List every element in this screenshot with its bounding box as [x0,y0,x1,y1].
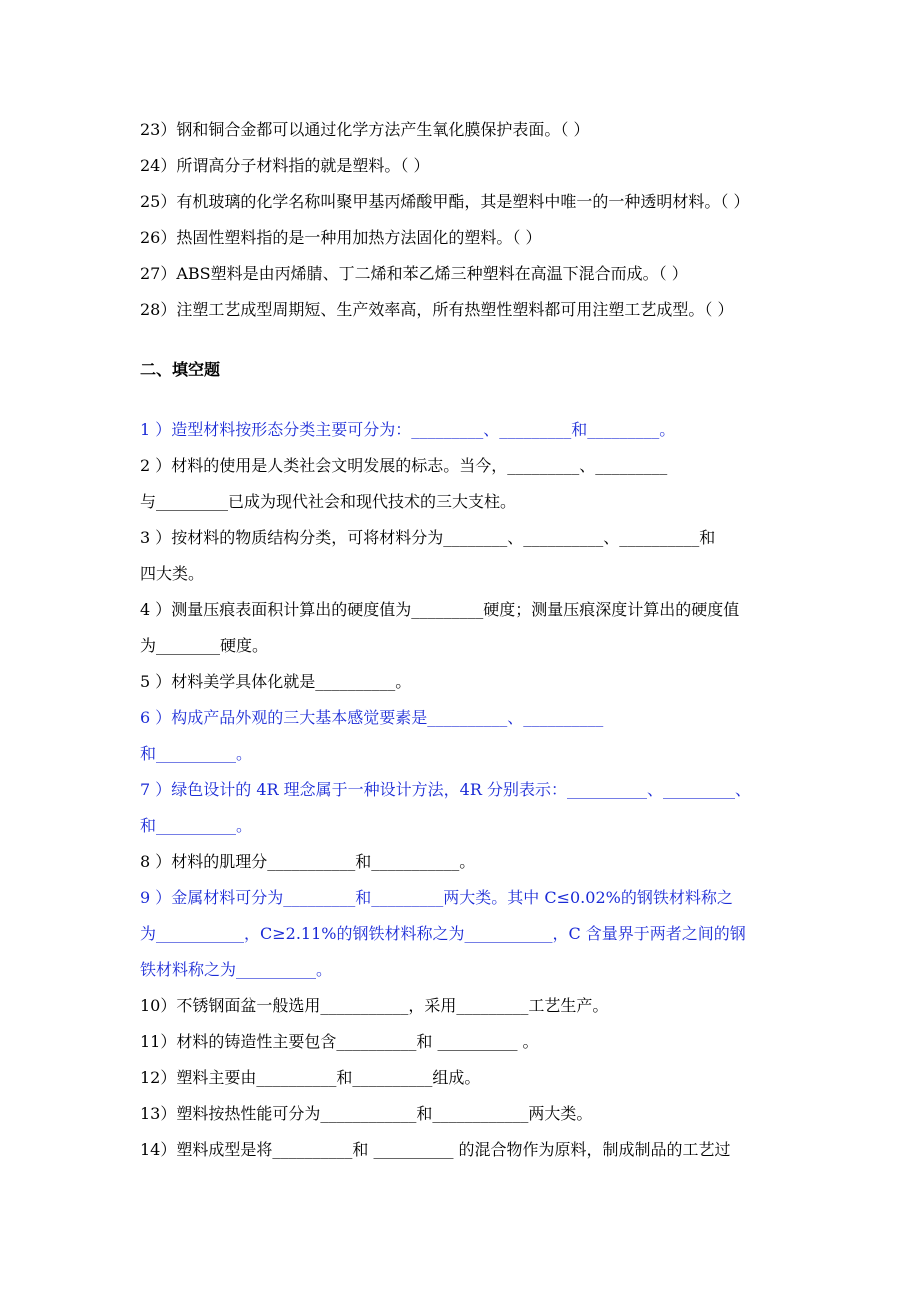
question-line: 10）不锈钢面盆一般选用___________，采用_________工艺生产。 [140,996,609,1015]
question-line: 2 ）材料的使用是人类社会文明发展的标志。当今，_________、_________ [140,456,668,475]
question-line: 4 ）测量压痕表面积计算出的硬度值为_________硬度；测量压痕深度计算出的硬度值 [140,600,740,619]
question-line: 12）塑料主要由__________和__________组成。 [140,1068,481,1087]
question-line: 和__________。 [140,816,253,835]
question-line: 23）钢和铜合金都可以通过化学方法产生氧化膜保护表面。（ ） [140,120,590,139]
question-line: 6 ）构成产品外观的三大基本感觉要素是__________、__________ [140,708,604,727]
question-line: 11）材料的铸造性主要包含__________和 __________ 。 [140,1032,539,1051]
question-line: 为___________，C≥2.11%的钢铁材料称之为___________，C 含量界于两者之间的钢 [140,924,746,943]
question-line: 与_________已成为现代社会和现代技术的三大支柱。 [140,492,517,511]
question-line: 13）塑料按热性能可分为____________和____________两大类。 [140,1104,593,1123]
question-line: 26）热固性塑料指的是一种用加热方法固化的塑料。（ ） [140,228,542,247]
question-line: 28）注塑工艺成型周期短、生产效率高，所有热塑性塑料都可用注塑工艺成型。（ ） [140,300,734,319]
section-title: 二、填空题 [140,360,221,379]
question-line: 3 ）按材料的物质结构分类，可将材料分为________、__________、__________和 [140,528,716,547]
question-line: 25）有机玻璃的化学名称叫聚甲基丙烯酸甲酯，其是塑料中唯一的一种透明材料。（ ） [140,192,750,211]
question-line: 1 ）造型材料按形态分类主要可分为：_________、_________和_________。 [140,420,676,439]
question-line: 四大类。 [140,564,205,583]
question-line: 7 ）绿色设计的 4R 理念属于一种设计方法，4R 分别表示：__________、_________、 [140,780,751,799]
question-line: 8 ）材料的肌理分___________和___________。 [140,852,476,871]
question-line: 铁材料称之为__________。 [140,960,333,979]
question-line: 27）ABS塑料是由丙烯腈、丁二烯和苯乙烯三种塑料在高温下混合而成。（ ） [140,264,688,283]
question-line: 为________硬度。 [140,636,269,655]
question-line: 和__________。 [140,744,253,763]
question-line: 9 ）金属材料可分为_________和_________两大类。其中 C≤0.02%的钢铁材料称之 [140,888,733,907]
question-line: 5 ）材料美学具体化就是__________。 [140,672,412,691]
question-line: 24）所谓高分子材料指的就是塑料。（ ） [140,156,430,175]
question-line: 14）塑料成型是将__________和 __________ 的混合物作为原料，制成制品的工艺过 [140,1140,731,1159]
